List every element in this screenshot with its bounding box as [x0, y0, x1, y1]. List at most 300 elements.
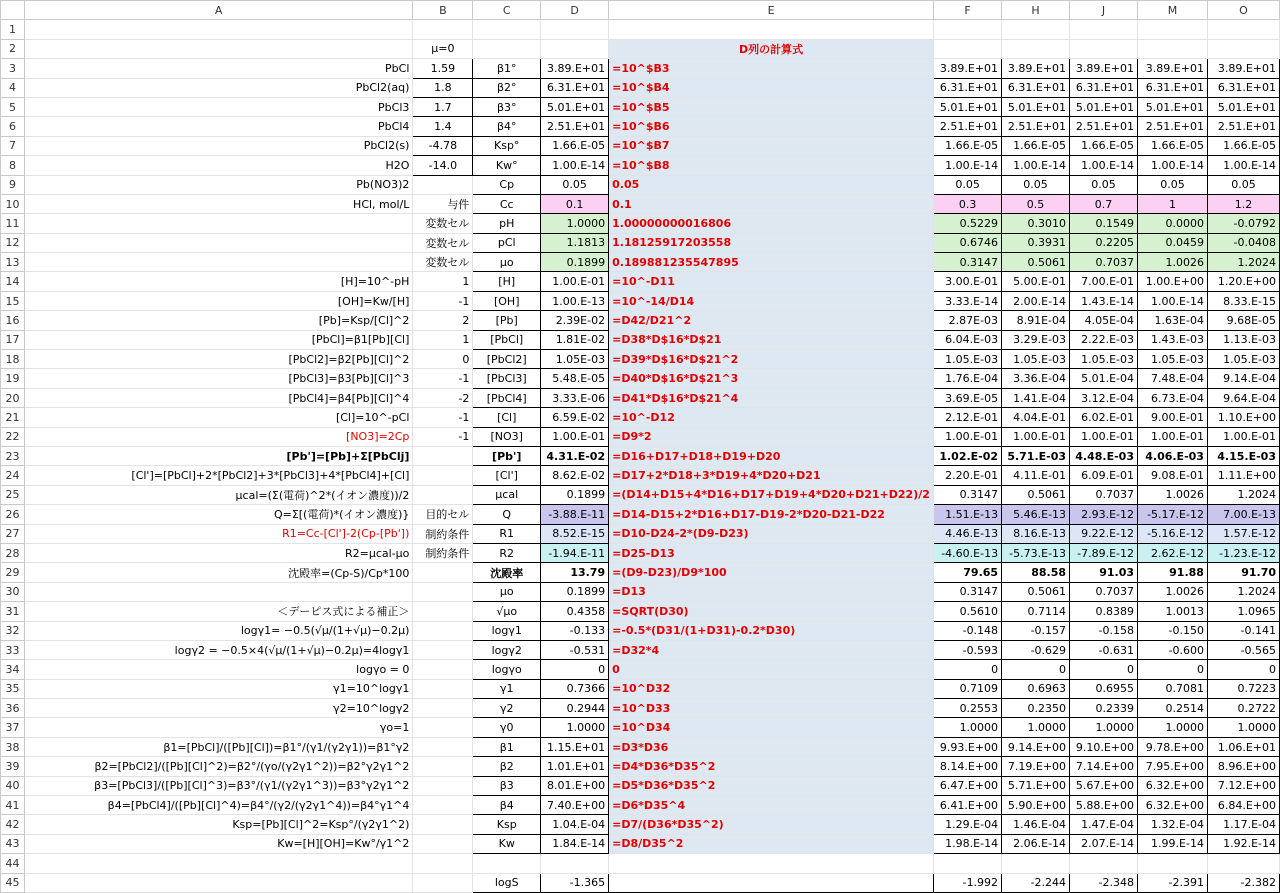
- cell-d23[interactable]: 4.31.E-02: [541, 446, 609, 465]
- cell-c28[interactable]: R2: [473, 543, 541, 562]
- cell-a8[interactable]: H2O: [24, 156, 412, 175]
- row-header[interactable]: 37: [1, 718, 25, 737]
- row-header[interactable]: 21: [1, 408, 25, 427]
- cell-j35[interactable]: 0.6955: [1070, 679, 1138, 698]
- cell-o26[interactable]: 7.00.E-13: [1207, 505, 1279, 524]
- cell-j26[interactable]: 2.93.E-12: [1070, 505, 1138, 524]
- cell-a35[interactable]: γ1=10^logγ1: [24, 679, 412, 698]
- cell-m10[interactable]: 1: [1138, 194, 1208, 213]
- cell-c26[interactable]: Q: [473, 505, 541, 524]
- cell-j37[interactable]: 1.0000: [1070, 718, 1138, 737]
- cell-o40[interactable]: 7.12.E+00: [1207, 776, 1279, 795]
- cell-a37[interactable]: γo=1: [24, 718, 412, 737]
- cell-m8[interactable]: 1.00.E-14: [1138, 156, 1208, 175]
- cell-c34[interactable]: logγo: [473, 660, 541, 679]
- cell-a44[interactable]: [24, 854, 412, 873]
- cell-h3[interactable]: 3.89.E+01: [1002, 59, 1070, 78]
- cell-e36[interactable]: =10^D33: [609, 699, 934, 718]
- cell-e30[interactable]: =D13: [609, 582, 934, 601]
- cell-f25[interactable]: 0.3147: [934, 485, 1002, 504]
- cell-m3[interactable]: 3.89.E+01: [1138, 59, 1208, 78]
- cell-b23[interactable]: [413, 446, 473, 465]
- row-header[interactable]: 1: [1, 20, 25, 39]
- cell-f18[interactable]: 1.05.E-03: [934, 350, 1002, 369]
- cell-o14[interactable]: 1.20.E+00: [1207, 272, 1279, 291]
- cell-a10[interactable]: HCl, mol/L: [24, 194, 412, 213]
- cell-f38[interactable]: 9.93.E+00: [934, 737, 1002, 756]
- cell-d16[interactable]: 2.39E-02: [541, 311, 609, 330]
- cell-e35[interactable]: =10^D32: [609, 679, 934, 698]
- cell-c42[interactable]: Ksp: [473, 815, 541, 834]
- cell-d32[interactable]: -0.133: [541, 621, 609, 640]
- row-header[interactable]: 42: [1, 815, 25, 834]
- row-header[interactable]: 20: [1, 388, 25, 407]
- cell-m45[interactable]: -2.391: [1138, 873, 1208, 892]
- cell-b8[interactable]: -14.0: [413, 156, 473, 175]
- cell-m2[interactable]: [1138, 39, 1208, 58]
- cell-m17[interactable]: 1.43.E-03: [1138, 330, 1208, 349]
- cell-a20[interactable]: [PbCl4]=β4[Pb][Cl]^4: [24, 388, 412, 407]
- cell-h40[interactable]: 5.71.E+00: [1002, 776, 1070, 795]
- cell-f31[interactable]: 0.5610: [934, 602, 1002, 621]
- cell-h26[interactable]: 5.46.E-13: [1002, 505, 1070, 524]
- row-header[interactable]: 30: [1, 582, 25, 601]
- cell-c9[interactable]: Cp: [473, 175, 541, 194]
- cell-j44[interactable]: [1070, 854, 1138, 873]
- cell-b41[interactable]: [413, 796, 473, 815]
- cell-j43[interactable]: 2.07.E-14: [1070, 834, 1138, 853]
- cell-a21[interactable]: [Cl]=10^-pCl: [24, 408, 412, 427]
- cell-b3[interactable]: 1.59: [413, 59, 473, 78]
- cell-d28[interactable]: -1.94.E-11: [541, 543, 609, 562]
- row-header[interactable]: 31: [1, 602, 25, 621]
- cell-o8[interactable]: 1.00.E-14: [1207, 156, 1279, 175]
- cell-f11[interactable]: 0.5229: [934, 214, 1002, 233]
- cell-c11[interactable]: pH: [473, 214, 541, 233]
- cell-o17[interactable]: 1.13.E-03: [1207, 330, 1279, 349]
- cell-h12[interactable]: 0.3931: [1002, 233, 1070, 252]
- row-header[interactable]: 3: [1, 59, 25, 78]
- cell-o20[interactable]: 9.64.E-04: [1207, 388, 1279, 407]
- cell-m25[interactable]: 1.0026: [1138, 485, 1208, 504]
- row-header[interactable]: 17: [1, 330, 25, 349]
- cell-j23[interactable]: 4.48.E-03: [1070, 446, 1138, 465]
- cell-b25[interactable]: [413, 485, 473, 504]
- row-header[interactable]: 43: [1, 834, 25, 853]
- cell-c27[interactable]: R1: [473, 524, 541, 543]
- cell-f2[interactable]: [934, 39, 1002, 58]
- cell-d12[interactable]: 1.1813: [541, 233, 609, 252]
- cell-o33[interactable]: -0.565: [1207, 640, 1279, 659]
- cell-o28[interactable]: -1.23.E-12: [1207, 543, 1279, 562]
- cell-h13[interactable]: 0.5061: [1002, 253, 1070, 272]
- cell-b16[interactable]: 2: [413, 311, 473, 330]
- cell-c33[interactable]: logγ2: [473, 640, 541, 659]
- row-header[interactable]: 29: [1, 563, 25, 582]
- cell-h43[interactable]: 2.06.E-14: [1002, 834, 1070, 853]
- cell-a34[interactable]: logγo = 0: [24, 660, 412, 679]
- cell-f7[interactable]: 1.66.E-05: [934, 136, 1002, 155]
- cell-f15[interactable]: 3.33.E-14: [934, 291, 1002, 310]
- cell-a33[interactable]: logγ2 = −0.5×4(√μ/(1+√μ)−0.2μ)=4logγ1: [24, 640, 412, 659]
- cell-h5[interactable]: 5.01.E+01: [1002, 97, 1070, 116]
- cell-d37[interactable]: 1.0000: [541, 718, 609, 737]
- cell-e32[interactable]: =-0.5*(D31/(1+D31)-0.2*D30): [609, 621, 934, 640]
- cell-f39[interactable]: 8.14.E+00: [934, 757, 1002, 776]
- cell-j28[interactable]: -7.89.E-12: [1070, 543, 1138, 562]
- column-header-c[interactable]: C: [473, 1, 541, 20]
- cell-e12[interactable]: 1.18125917203558: [609, 233, 934, 252]
- cell-d10[interactable]: 0.1: [541, 194, 609, 213]
- cell-m16[interactable]: 1.63E-04: [1138, 311, 1208, 330]
- cell-a9[interactable]: Pb(NO3)2: [24, 175, 412, 194]
- cell-o10[interactable]: 1.2: [1207, 194, 1279, 213]
- cell-b38[interactable]: [413, 737, 473, 756]
- cell-o19[interactable]: 9.14.E-04: [1207, 369, 1279, 388]
- cell-c30[interactable]: μo: [473, 582, 541, 601]
- select-all-corner[interactable]: [1, 1, 25, 20]
- cell-j10[interactable]: 0.7: [1070, 194, 1138, 213]
- row-header[interactable]: 5: [1, 97, 25, 116]
- cell-m1[interactable]: [1138, 20, 1208, 39]
- cell-c32[interactable]: logγ1: [473, 621, 541, 640]
- cell-h21[interactable]: 4.04.E-01: [1002, 408, 1070, 427]
- cell-d8[interactable]: 1.00.E-14: [541, 156, 609, 175]
- cell-j36[interactable]: 0.2339: [1070, 699, 1138, 718]
- cell-a41[interactable]: β4=[PbCl4]/([Pb][Cl]^4)=β4°/(γ2/(γ2γ1^4))=β4°γ1^4: [24, 796, 412, 815]
- cell-b5[interactable]: 1.7: [413, 97, 473, 116]
- cell-h17[interactable]: 3.29.E-03: [1002, 330, 1070, 349]
- cell-a39[interactable]: β2=[PbCl2]/([Pb][Cl]^2)=β2°/(γo/(γ2γ1^2))=β2°γ2γ1^2: [24, 757, 412, 776]
- cell-e37[interactable]: =10^D34: [609, 718, 934, 737]
- cell-j1[interactable]: [1070, 20, 1138, 39]
- cell-e17[interactable]: =D38*D$16*D$21: [609, 330, 934, 349]
- cell-m42[interactable]: 1.32.E-04: [1138, 815, 1208, 834]
- cell-e43[interactable]: =D8/D35^2: [609, 834, 934, 853]
- cell-o38[interactable]: 1.06.E+01: [1207, 737, 1279, 756]
- cell-f17[interactable]: 6.04.E-03: [934, 330, 1002, 349]
- cell-e10[interactable]: 0.1: [609, 194, 934, 213]
- cell-d7[interactable]: 1.66.E-05: [541, 136, 609, 155]
- cell-c45[interactable]: logS: [473, 873, 541, 892]
- cell-b6[interactable]: 1.4: [413, 117, 473, 136]
- cell-a22[interactable]: [NO3]=2Cp: [24, 427, 412, 446]
- cell-o41[interactable]: 6.84.E+00: [1207, 796, 1279, 815]
- cell-e1[interactable]: [609, 20, 934, 39]
- cell-m33[interactable]: -0.600: [1138, 640, 1208, 659]
- cell-b33[interactable]: [413, 640, 473, 659]
- cell-c35[interactable]: γ1: [473, 679, 541, 698]
- cell-f42[interactable]: 1.29.E-04: [934, 815, 1002, 834]
- cell-f34[interactable]: 0: [934, 660, 1002, 679]
- cell-j7[interactable]: 1.66.E-05: [1070, 136, 1138, 155]
- row-header[interactable]: 26: [1, 505, 25, 524]
- cell-h7[interactable]: 1.66.E-05: [1002, 136, 1070, 155]
- cell-f4[interactable]: 6.31.E+01: [934, 78, 1002, 97]
- row-header[interactable]: 14: [1, 272, 25, 291]
- cell-o18[interactable]: 1.05.E-03: [1207, 350, 1279, 369]
- cell-o3[interactable]: 3.89.E+01: [1207, 59, 1279, 78]
- cell-a19[interactable]: [PbCl3]=β3[Pb][Cl]^3: [24, 369, 412, 388]
- cell-h19[interactable]: 3.36.E-04: [1002, 369, 1070, 388]
- cell-c29[interactable]: 沈殿率: [473, 563, 541, 582]
- cell-j17[interactable]: 2.22.E-03: [1070, 330, 1138, 349]
- cell-d19[interactable]: 5.48.E-05: [541, 369, 609, 388]
- cell-o23[interactable]: 4.15.E-03: [1207, 446, 1279, 465]
- cell-a7[interactable]: PbCl2(s): [24, 136, 412, 155]
- cell-j19[interactable]: 5.01.E-04: [1070, 369, 1138, 388]
- row-header[interactable]: 10: [1, 194, 25, 213]
- cell-d18[interactable]: 1.05E-03: [541, 350, 609, 369]
- cell-d6[interactable]: 2.51.E+01: [541, 117, 609, 136]
- cell-b24[interactable]: [413, 466, 473, 485]
- cell-m11[interactable]: 0.0000: [1138, 214, 1208, 233]
- cell-j2[interactable]: [1070, 39, 1138, 58]
- cell-c36[interactable]: γ2: [473, 699, 541, 718]
- cell-c23[interactable]: [Pb']: [473, 446, 541, 465]
- cell-j32[interactable]: -0.158: [1070, 621, 1138, 640]
- cell-b9[interactable]: [413, 175, 473, 194]
- cell-a11[interactable]: [24, 214, 412, 233]
- cell-b39[interactable]: [413, 757, 473, 776]
- row-header[interactable]: 36: [1, 699, 25, 718]
- cell-d1[interactable]: [541, 20, 609, 39]
- cell-m32[interactable]: -0.150: [1138, 621, 1208, 640]
- row-header[interactable]: 44: [1, 854, 25, 873]
- cell-f9[interactable]: 0.05: [934, 175, 1002, 194]
- cell-e5[interactable]: =10^$B5: [609, 97, 934, 116]
- cell-e9[interactable]: 0.05: [609, 175, 934, 194]
- cell-b12[interactable]: 変数セル: [413, 233, 473, 252]
- cell-e40[interactable]: =D5*D36*D35^2: [609, 776, 934, 795]
- cell-b1[interactable]: [413, 20, 473, 39]
- cell-h25[interactable]: 0.5061: [1002, 485, 1070, 504]
- cell-a2[interactable]: [24, 39, 412, 58]
- row-header[interactable]: 27: [1, 524, 25, 543]
- cell-d25[interactable]: 0.1899: [541, 485, 609, 504]
- cell-e34[interactable]: 0: [609, 660, 934, 679]
- cell-a36[interactable]: γ2=10^logγ2: [24, 699, 412, 718]
- cell-b19[interactable]: -1: [413, 369, 473, 388]
- cell-d4[interactable]: 6.31.E+01: [541, 78, 609, 97]
- cell-b20[interactable]: -2: [413, 388, 473, 407]
- cell-b35[interactable]: [413, 679, 473, 698]
- cell-e25[interactable]: =(D14+D15+4*D16+D17+D19+4*D20+D21+D22)/2: [609, 485, 934, 504]
- cell-e16[interactable]: =D42/D21^2: [609, 311, 934, 330]
- cell-a17[interactable]: [PbCl]=β1[Pb][Cl]: [24, 330, 412, 349]
- cell-e15[interactable]: =10^-14/D14: [609, 291, 934, 310]
- cell-o37[interactable]: 1.0000: [1207, 718, 1279, 737]
- cell-b26[interactable]: 目的セル: [413, 505, 473, 524]
- cell-d20[interactable]: 3.33.E-06: [541, 388, 609, 407]
- cell-f5[interactable]: 5.01.E+01: [934, 97, 1002, 116]
- cell-f16[interactable]: 2.87E-03: [934, 311, 1002, 330]
- cell-j16[interactable]: 4.05E-04: [1070, 311, 1138, 330]
- cell-m40[interactable]: 6.32.E+00: [1138, 776, 1208, 795]
- cell-d21[interactable]: 6.59.E-02: [541, 408, 609, 427]
- cell-j14[interactable]: 7.00.E-01: [1070, 272, 1138, 291]
- cell-j5[interactable]: 5.01.E+01: [1070, 97, 1138, 116]
- cell-f13[interactable]: 0.3147: [934, 253, 1002, 272]
- cell-c10[interactable]: Cc: [473, 194, 541, 213]
- cell-f37[interactable]: 1.0000: [934, 718, 1002, 737]
- cell-o22[interactable]: 1.00.E-01: [1207, 427, 1279, 446]
- cell-h30[interactable]: 0.5061: [1002, 582, 1070, 601]
- cell-c8[interactable]: Kw°: [473, 156, 541, 175]
- cell-o36[interactable]: 0.2722: [1207, 699, 1279, 718]
- cell-a31[interactable]: ＜デーピス式による補正＞: [24, 602, 412, 621]
- cell-d17[interactable]: 1.81E-02: [541, 330, 609, 349]
- row-header[interactable]: 25: [1, 485, 25, 504]
- cell-j18[interactable]: 1.05.E-03: [1070, 350, 1138, 369]
- cell-b43[interactable]: [413, 834, 473, 853]
- cell-d15[interactable]: 1.00.E-13: [541, 291, 609, 310]
- cell-d3[interactable]: 3.89.E+01: [541, 59, 609, 78]
- row-header[interactable]: 32: [1, 621, 25, 640]
- cell-e3[interactable]: =10^$B3: [609, 59, 934, 78]
- cell-j25[interactable]: 0.7037: [1070, 485, 1138, 504]
- cell-m20[interactable]: 6.73.E-04: [1138, 388, 1208, 407]
- cell-d9[interactable]: 0.05: [541, 175, 609, 194]
- cell-j38[interactable]: 9.10.E+00: [1070, 737, 1138, 756]
- cell-c40[interactable]: β3: [473, 776, 541, 795]
- cell-a15[interactable]: [OH]=Kw/[H]: [24, 291, 412, 310]
- cell-m12[interactable]: 0.0459: [1138, 233, 1208, 252]
- column-header-d[interactable]: D: [541, 1, 609, 20]
- cell-m28[interactable]: 2.62.E-12: [1138, 543, 1208, 562]
- cell-h4[interactable]: 6.31.E+01: [1002, 78, 1070, 97]
- cell-f3[interactable]: 3.89.E+01: [934, 59, 1002, 78]
- cell-e26[interactable]: =D14-D15+2*D16+D17-D19-2*D20-D21-D22: [609, 505, 934, 524]
- cell-m5[interactable]: 5.01.E+01: [1138, 97, 1208, 116]
- cell-h9[interactable]: 0.05: [1002, 175, 1070, 194]
- row-header[interactable]: 39: [1, 757, 25, 776]
- cell-c12[interactable]: pCl: [473, 233, 541, 252]
- cell-h33[interactable]: -0.629: [1002, 640, 1070, 659]
- cell-o2[interactable]: [1207, 39, 1279, 58]
- cell-e45[interactable]: [609, 873, 934, 892]
- cell-a3[interactable]: PbCl: [24, 59, 412, 78]
- cell-h15[interactable]: 2.00.E-14: [1002, 291, 1070, 310]
- cell-d43[interactable]: 1.84.E-14: [541, 834, 609, 853]
- cell-f36[interactable]: 0.2553: [934, 699, 1002, 718]
- cell-f8[interactable]: 1.00.E-14: [934, 156, 1002, 175]
- cell-h23[interactable]: 5.71.E-03: [1002, 446, 1070, 465]
- cell-m9[interactable]: 0.05: [1138, 175, 1208, 194]
- cell-f35[interactable]: 0.7109: [934, 679, 1002, 698]
- column-header-o[interactable]: O: [1207, 1, 1279, 20]
- cell-h38[interactable]: 9.14.E+00: [1002, 737, 1070, 756]
- cell-o13[interactable]: 1.2024: [1207, 253, 1279, 272]
- cell-d44[interactable]: [541, 854, 609, 873]
- cell-c31[interactable]: √μo: [473, 602, 541, 621]
- cell-b2[interactable]: μ=0: [413, 39, 473, 58]
- cell-c44[interactable]: [473, 854, 541, 873]
- cell-d5[interactable]: 5.01.E+01: [541, 97, 609, 116]
- cell-e19[interactable]: =D40*D$16*D$21^3: [609, 369, 934, 388]
- row-header[interactable]: 34: [1, 660, 25, 679]
- cell-e20[interactable]: =D41*D$16*D$21^4: [609, 388, 934, 407]
- cell-e7[interactable]: =10^$B7: [609, 136, 934, 155]
- cell-f33[interactable]: -0.593: [934, 640, 1002, 659]
- cell-a40[interactable]: β3=[PbCl3]/([Pb][Cl]^3)=β3°/(γ1/(γ2γ1^3))=β3°γ2γ1^2: [24, 776, 412, 795]
- cell-b42[interactable]: [413, 815, 473, 834]
- cell-a27[interactable]: R1=Cc-[Cl']-2(Cp-[Pb']): [24, 524, 412, 543]
- cell-c14[interactable]: [H]: [473, 272, 541, 291]
- cell-a5[interactable]: PbCl3: [24, 97, 412, 116]
- column-header-f[interactable]: F: [934, 1, 1002, 20]
- cell-o35[interactable]: 0.7223: [1207, 679, 1279, 698]
- cell-b13[interactable]: 変数セル: [413, 253, 473, 272]
- cell-e39[interactable]: =D4*D36*D35^2: [609, 757, 934, 776]
- cell-d26[interactable]: -3.88.E-11: [541, 505, 609, 524]
- cell-f23[interactable]: 1.02.E-02: [934, 446, 1002, 465]
- row-header[interactable]: 16: [1, 311, 25, 330]
- cell-o27[interactable]: 1.57.E-12: [1207, 524, 1279, 543]
- column-header-e[interactable]: E: [609, 1, 934, 20]
- cell-d11[interactable]: 1.0000: [541, 214, 609, 233]
- cell-e14[interactable]: =10^-D11: [609, 272, 934, 291]
- cell-b36[interactable]: [413, 699, 473, 718]
- cell-o42[interactable]: 1.17.E-04: [1207, 815, 1279, 834]
- cell-a26[interactable]: Q=Σ[(電荷)*(イオン濃度)}: [24, 505, 412, 524]
- cell-f12[interactable]: 0.6746: [934, 233, 1002, 252]
- cell-c3[interactable]: β1°: [473, 59, 541, 78]
- row-header[interactable]: 7: [1, 136, 25, 155]
- cell-e18[interactable]: =D39*D$16*D$21^2: [609, 350, 934, 369]
- cell-m27[interactable]: -5.16.E-12: [1138, 524, 1208, 543]
- cell-e41[interactable]: =D6*D35^4: [609, 796, 934, 815]
- cell-j33[interactable]: -0.631: [1070, 640, 1138, 659]
- cell-m35[interactable]: 0.7081: [1138, 679, 1208, 698]
- cell-m14[interactable]: 1.00.E+00: [1138, 272, 1208, 291]
- cell-b28[interactable]: 制約条件: [413, 543, 473, 562]
- cell-j31[interactable]: 0.8389: [1070, 602, 1138, 621]
- cell-b14[interactable]: 1: [413, 272, 473, 291]
- cell-b34[interactable]: [413, 660, 473, 679]
- cell-b15[interactable]: -1: [413, 291, 473, 310]
- cell-d2[interactable]: [541, 39, 609, 58]
- cell-m30[interactable]: 1.0026: [1138, 582, 1208, 601]
- cell-j29[interactable]: 91.03: [1070, 563, 1138, 582]
- cell-h37[interactable]: 1.0000: [1002, 718, 1070, 737]
- cell-h8[interactable]: 1.00.E-14: [1002, 156, 1070, 175]
- cell-e23[interactable]: =D16+D17+D18+D19+D20: [609, 446, 934, 465]
- cell-a42[interactable]: Ksp=[Pb][Cl]^2=Ksp°/(γ2γ1^2): [24, 815, 412, 834]
- cell-b7[interactable]: -4.78: [413, 136, 473, 155]
- cell-j24[interactable]: 6.09.E-01: [1070, 466, 1138, 485]
- cell-b29[interactable]: [413, 563, 473, 582]
- cell-c39[interactable]: β2: [473, 757, 541, 776]
- cell-h14[interactable]: 5.00.E-01: [1002, 272, 1070, 291]
- cell-a12[interactable]: [24, 233, 412, 252]
- cell-m36[interactable]: 0.2514: [1138, 699, 1208, 718]
- cell-o11[interactable]: -0.0792: [1207, 214, 1279, 233]
- cell-o4[interactable]: 6.31.E+01: [1207, 78, 1279, 97]
- column-header-j[interactable]: J: [1070, 1, 1138, 20]
- cell-a43[interactable]: Kw=[H][OH]=Kw°/γ1^2: [24, 834, 412, 853]
- cell-o45[interactable]: -2.382: [1207, 873, 1279, 892]
- cell-m43[interactable]: 1.99.E-14: [1138, 834, 1208, 853]
- cell-h6[interactable]: 2.51.E+01: [1002, 117, 1070, 136]
- cell-d24[interactable]: 8.62.E-02: [541, 466, 609, 485]
- cell-e2[interactable]: D列の計算式: [609, 39, 934, 58]
- cell-f41[interactable]: 6.41.E+00: [934, 796, 1002, 815]
- cell-a32[interactable]: logγ1= −0.5(√μ/(1+√μ)−0.2μ): [24, 621, 412, 640]
- row-header[interactable]: 38: [1, 737, 25, 756]
- row-header[interactable]: 18: [1, 350, 25, 369]
- cell-c24[interactable]: [Cl']: [473, 466, 541, 485]
